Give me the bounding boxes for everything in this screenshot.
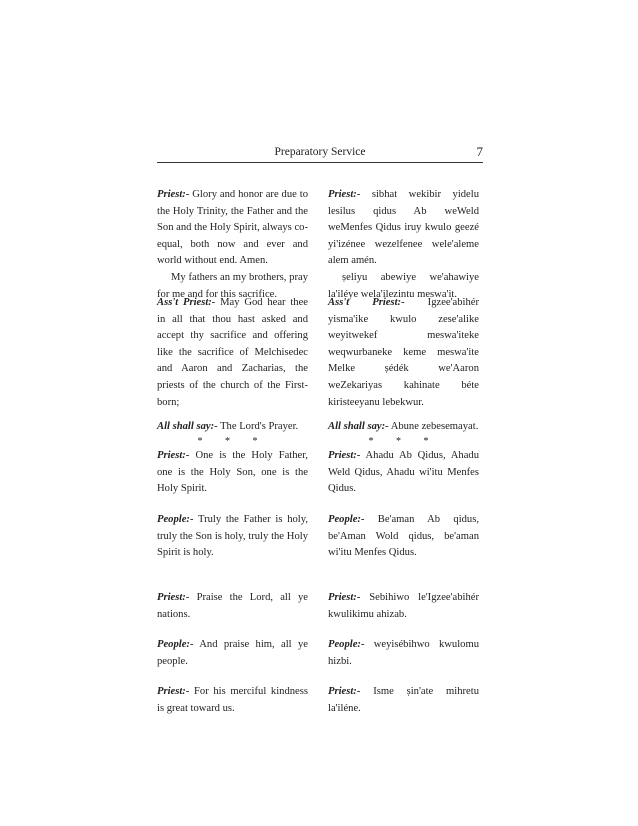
passage <box>157 187 308 303</box>
passage-text: Abune zebesemayat. <box>388 421 479 432</box>
passage <box>157 684 308 717</box>
passage <box>328 448 479 498</box>
passage <box>328 684 479 717</box>
speaker-label: Priest:- <box>157 592 190 603</box>
passage <box>157 590 308 623</box>
speaker-label: Priest:- <box>328 189 361 200</box>
stars-separator: * * * <box>197 435 268 447</box>
passage <box>157 448 308 498</box>
speaker-label: Priest:- <box>328 592 361 603</box>
passage-text: For his merciful kindness is great toward us. <box>157 686 308 714</box>
speaker-label: Priest:- <box>157 189 190 200</box>
passage-text: sibhat wekibir yidelu lesilus qidus Ab weWeld weMenfes Qidus iruy kwulo geezé yi'izénee wezelfenee wele'aleme alem amén. <box>328 189 479 267</box>
passage-text: Igzee'abihér yisma'ike kwulo zese'alike weyitwekef meswa'iteke weqwurbaneke keme meswa'ite Melke ṣédék we'Aaron weZekariyas kahinate béte kiristeeyanu lebekwur. <box>328 297 479 408</box>
speaker-label: Priest:- <box>157 450 190 461</box>
speaker-label: All shall say:- <box>157 421 218 432</box>
running-title: Preparatory Service <box>274 146 366 158</box>
passage-text: Truly the Father is holy, truly the Son is holy, truly the Holy Spirit is holy. <box>157 514 308 559</box>
passage-text: And praise him, all ye people. <box>157 639 308 667</box>
passage-continuation: ṣeliyu abewiye we'ahawiye la'iléye wela'ilezintu meswa'it. <box>328 271 479 300</box>
speaker-label: People:- <box>328 639 365 650</box>
speaker-label: People:- <box>157 514 194 525</box>
page-header <box>157 146 483 162</box>
speaker-label: People:- <box>157 639 194 650</box>
passage <box>157 419 308 448</box>
speaker-label: People:- <box>328 514 365 525</box>
speaker-label: Priest:- <box>157 686 190 697</box>
header-rule <box>157 162 483 163</box>
stars-separator: * * * <box>368 435 439 447</box>
passage <box>157 295 308 411</box>
passage-text: Praise the Lord, all ye nations. <box>157 592 308 620</box>
passage <box>157 637 308 670</box>
speaker-label: Ass't Priest:- <box>157 297 216 308</box>
passage-text: May God hear thee in all that thou hast asked and accept thy sacrifice and offering like the sacrifice of Melchisedec and Aaron and Zacharias, the priests of the church of the First-born; <box>157 297 308 408</box>
speaker-label: All shall say:- <box>328 421 389 432</box>
passage-continuation: My fathers an my brothers, pray for me and for this sacrifice. <box>157 271 308 300</box>
passage-text: weyisébihwo kwulomu hizbi. <box>328 639 479 667</box>
passage-text: Isme ṣin'ate mihretu la'iléne. <box>328 686 479 714</box>
speaker-label: Ass't Priest:- <box>328 297 405 308</box>
passage-text: One is the Holy Father, one is the Holy Son, one is the Holy Spirit. <box>157 450 308 495</box>
passage <box>328 295 479 411</box>
passage-text: Sebihiwo le'Igzee'abihér kwulikimu ahizab. <box>328 592 479 620</box>
passage-text: Be'aman Ab qidus, be'Aman Wold qidus, be'aman wi'itu Menfes Qidus. <box>328 514 479 559</box>
passage <box>157 512 308 562</box>
page-number: 7 <box>476 144 483 159</box>
speaker-label: Priest:- <box>328 686 361 697</box>
passage-text: Glory and honor are due to the Holy Trinity, the Father and the Son and the Holy Spirit, always co-equal, both now and ever and world without end. Amen. <box>157 189 308 267</box>
passage <box>328 419 479 448</box>
passage <box>328 637 479 670</box>
passage-text: The Lord's Prayer. <box>217 421 299 432</box>
passage <box>328 590 479 623</box>
passage <box>328 512 479 562</box>
passage <box>328 187 479 303</box>
speaker-label: Priest:- <box>328 450 361 461</box>
passage-text: Ahadu Ab Qidus, Ahadu Weld Qidus, Ahadu wi'itu Menfes Qidus. <box>328 450 479 495</box>
